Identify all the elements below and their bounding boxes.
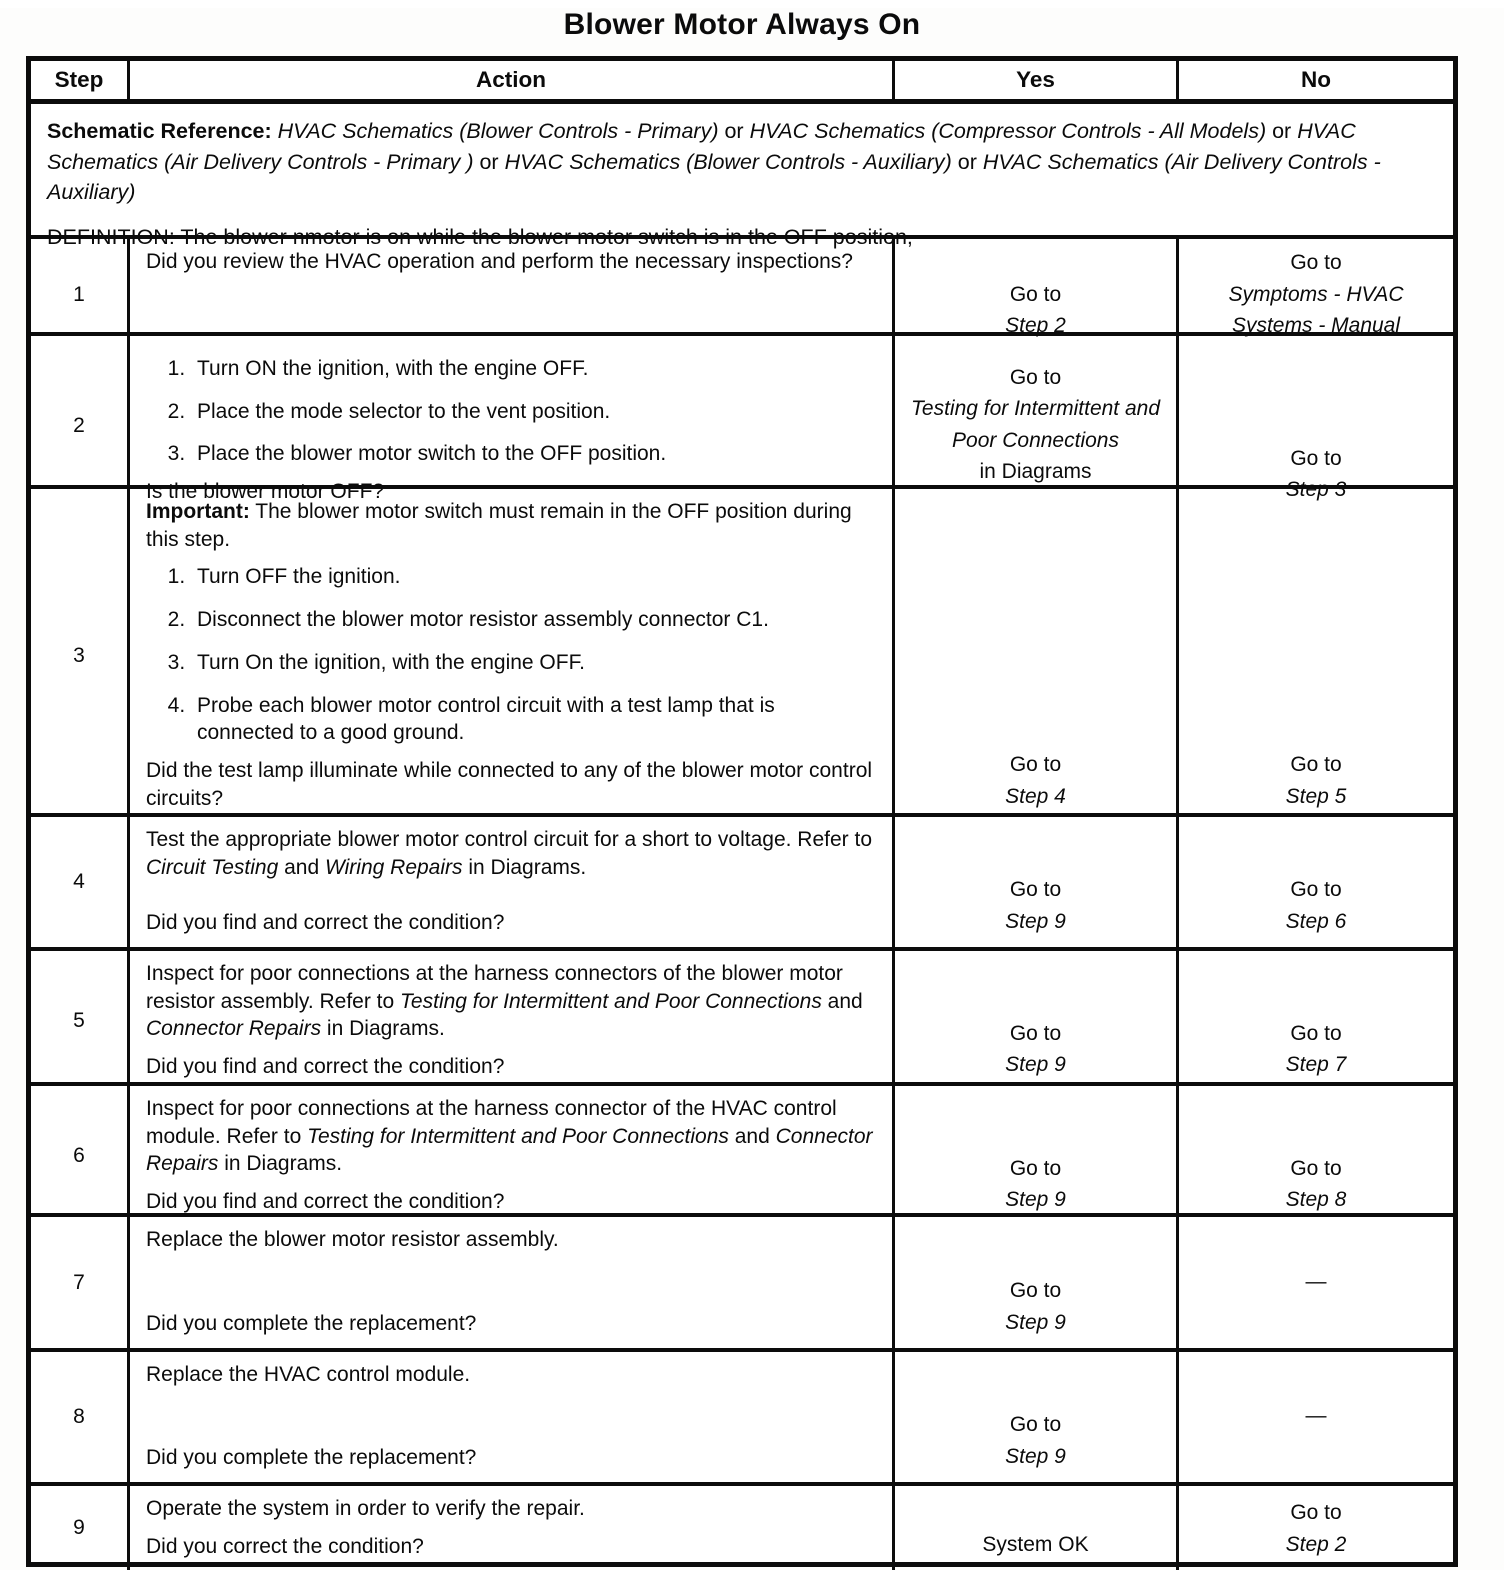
action-step-item: 4. Probe each blower motor control circuit with a test lamp that is connected to a good ground. bbox=[191, 692, 876, 747]
action-text: Replace the HVAC control module. bbox=[146, 1363, 471, 1386]
action-steps-list bbox=[146, 563, 876, 747]
step-number: 1 bbox=[31, 239, 130, 352]
step-number: 3 bbox=[31, 489, 130, 822]
action-question: Did you complete the replacement? bbox=[146, 1446, 477, 1470]
yes-cell: Go to Step 2 bbox=[895, 239, 1179, 352]
action-cell bbox=[130, 1086, 895, 1226]
no-cell: Go to Step 3 bbox=[1285, 446, 1347, 502]
header-yes: Yes bbox=[895, 61, 1179, 99]
table-row-step-1 bbox=[31, 239, 1453, 336]
action-cell bbox=[130, 489, 895, 822]
action-text: Inspect for poor connections at the harness connector of the HVAC control module. Refer to Testing for Intermittent and Poor Connections and Connector Repairs in Diagrams. bbox=[146, 1097, 873, 1176]
table-row-step-8 bbox=[31, 1352, 1453, 1486]
schematic-row bbox=[31, 104, 1453, 249]
step-number: 2 bbox=[31, 336, 130, 516]
action-cell bbox=[130, 1486, 895, 1570]
action-question: Did you find and correct the condition? bbox=[146, 1190, 505, 1214]
yes-cell: Go to Step 9 bbox=[895, 951, 1179, 1091]
action-text: Inspect for poor connections at the harness connectors of the blower motor resistor assembly. Refer to Testing for Intermittent and Poor Connections and Connector Repairs in Diagrams. bbox=[146, 962, 863, 1041]
action-text: Did you review the HVAC operation and perform the necessary inspections? bbox=[146, 250, 853, 273]
step-number: 6 bbox=[31, 1086, 130, 1226]
yes-cell: Go to Step 9 bbox=[895, 1217, 1179, 1348]
header-action: Action bbox=[130, 61, 895, 99]
action-steps-list bbox=[146, 355, 876, 468]
action-step-item: 3. Place the blower motor switch to the OFF position. bbox=[191, 440, 876, 468]
no-cell: — bbox=[1305, 1269, 1327, 1293]
yes-cell: System OK bbox=[895, 1486, 1179, 1570]
step-number: 9 bbox=[31, 1486, 130, 1570]
action-step-item: 1. Turn ON the ignition, with the engine OFF. bbox=[191, 355, 876, 383]
action-cell bbox=[130, 239, 895, 352]
action-step-item: 2. Place the mode selector to the vent position. bbox=[191, 398, 876, 426]
table-row-step-5 bbox=[31, 951, 1453, 1086]
step-number: 8 bbox=[31, 1352, 130, 1482]
action-question: Is the blower motor OFF? bbox=[146, 480, 385, 504]
action-cell bbox=[130, 951, 895, 1091]
definition-text: DEFINITION: The blower nmotor is on while the blower motor switch is in the OFF position, bbox=[47, 224, 913, 249]
action-question: Did you complete the replacement? bbox=[146, 1312, 477, 1336]
yes-cell: Go to Step 9 bbox=[895, 817, 1179, 947]
action-step-item: 2. Disconnect the blower motor resistor assembly connector C1. bbox=[191, 606, 876, 634]
no-cell: Go to Step 7 bbox=[1285, 1021, 1347, 1077]
action-cell bbox=[130, 1217, 895, 1348]
table-header-row bbox=[31, 61, 1453, 104]
yes-cell: Go to Testing for Intermittent and Poor Connections in Diagrams bbox=[895, 336, 1179, 516]
action-question: Did you find and correct the condition? bbox=[146, 911, 505, 935]
page bbox=[0, 8, 1504, 1570]
table-row-step-7 bbox=[31, 1217, 1453, 1352]
action-step-item: 1. Turn OFF the ignition. bbox=[191, 563, 876, 591]
no-cell: Go to Symptoms - HVAC Systems - Manual bbox=[1228, 251, 1404, 337]
no-cell: Go to Step 2 bbox=[1285, 1501, 1347, 1556]
action-text: Operate the system in order to verify the repair. bbox=[146, 1497, 585, 1520]
no-cell: Go to Step 5 bbox=[1285, 753, 1347, 808]
action-question: Did you correct the condition? bbox=[146, 1534, 424, 1558]
step-number: 4 bbox=[31, 817, 130, 947]
step-number: 7 bbox=[31, 1217, 130, 1348]
table-row-step-2 bbox=[31, 336, 1453, 504]
action-question: Did you find and correct the condition? bbox=[146, 1055, 505, 1079]
table-row-step-3 bbox=[31, 489, 1453, 817]
action-text: Important: The blower motor switch must remain in the OFF position during this step. bbox=[146, 500, 852, 551]
action-text: Test the appropriate blower motor control circuit for a short to voltage. Refer to Circuit Testing and Wiring Repairs in Diagrams. bbox=[146, 828, 873, 879]
action-step-item: 3. Turn On the ignition, with the engine OFF. bbox=[191, 649, 876, 677]
table-row-step-6 bbox=[31, 1086, 1453, 1217]
no-cell: — bbox=[1305, 1404, 1327, 1428]
table-row-step-9 bbox=[31, 1486, 1453, 1562]
no-cell: Go to Step 8 bbox=[1285, 1156, 1347, 1212]
page-title: Blower Motor Always On bbox=[563, 8, 921, 41]
action-question: Did the test lamp illuminate while connected to any of the blower motor control circuits? bbox=[146, 759, 873, 810]
schematic-reference: Schematic Reference: HVAC Schematics (Blower Controls - Primary) or HVAC Schematics (Compressor Controls - All Models) or HVAC Schematics (Air Delivery Controls - Primary ) or HVAC Schematics (Blower Controls - Auxiliary) or HVAC Schematics (Air Delivery Controls - Auxiliary) bbox=[47, 119, 1381, 205]
header-no: No bbox=[1301, 67, 1331, 93]
header-step: Step bbox=[31, 61, 130, 99]
diagnostic-table bbox=[26, 56, 1458, 1567]
yes-cell: Go to Step 9 bbox=[895, 1352, 1179, 1482]
yes-cell: Go to Step 4 bbox=[895, 489, 1179, 822]
action-text: Replace the blower motor resistor assembly. bbox=[146, 1228, 559, 1251]
yes-cell: Go to Step 9 bbox=[895, 1086, 1179, 1226]
action-cell bbox=[130, 817, 895, 947]
no-cell: Go to Step 6 bbox=[1285, 878, 1347, 933]
table-row-step-4 bbox=[31, 817, 1453, 951]
action-cell bbox=[130, 1352, 895, 1482]
step-number: 5 bbox=[31, 951, 130, 1091]
